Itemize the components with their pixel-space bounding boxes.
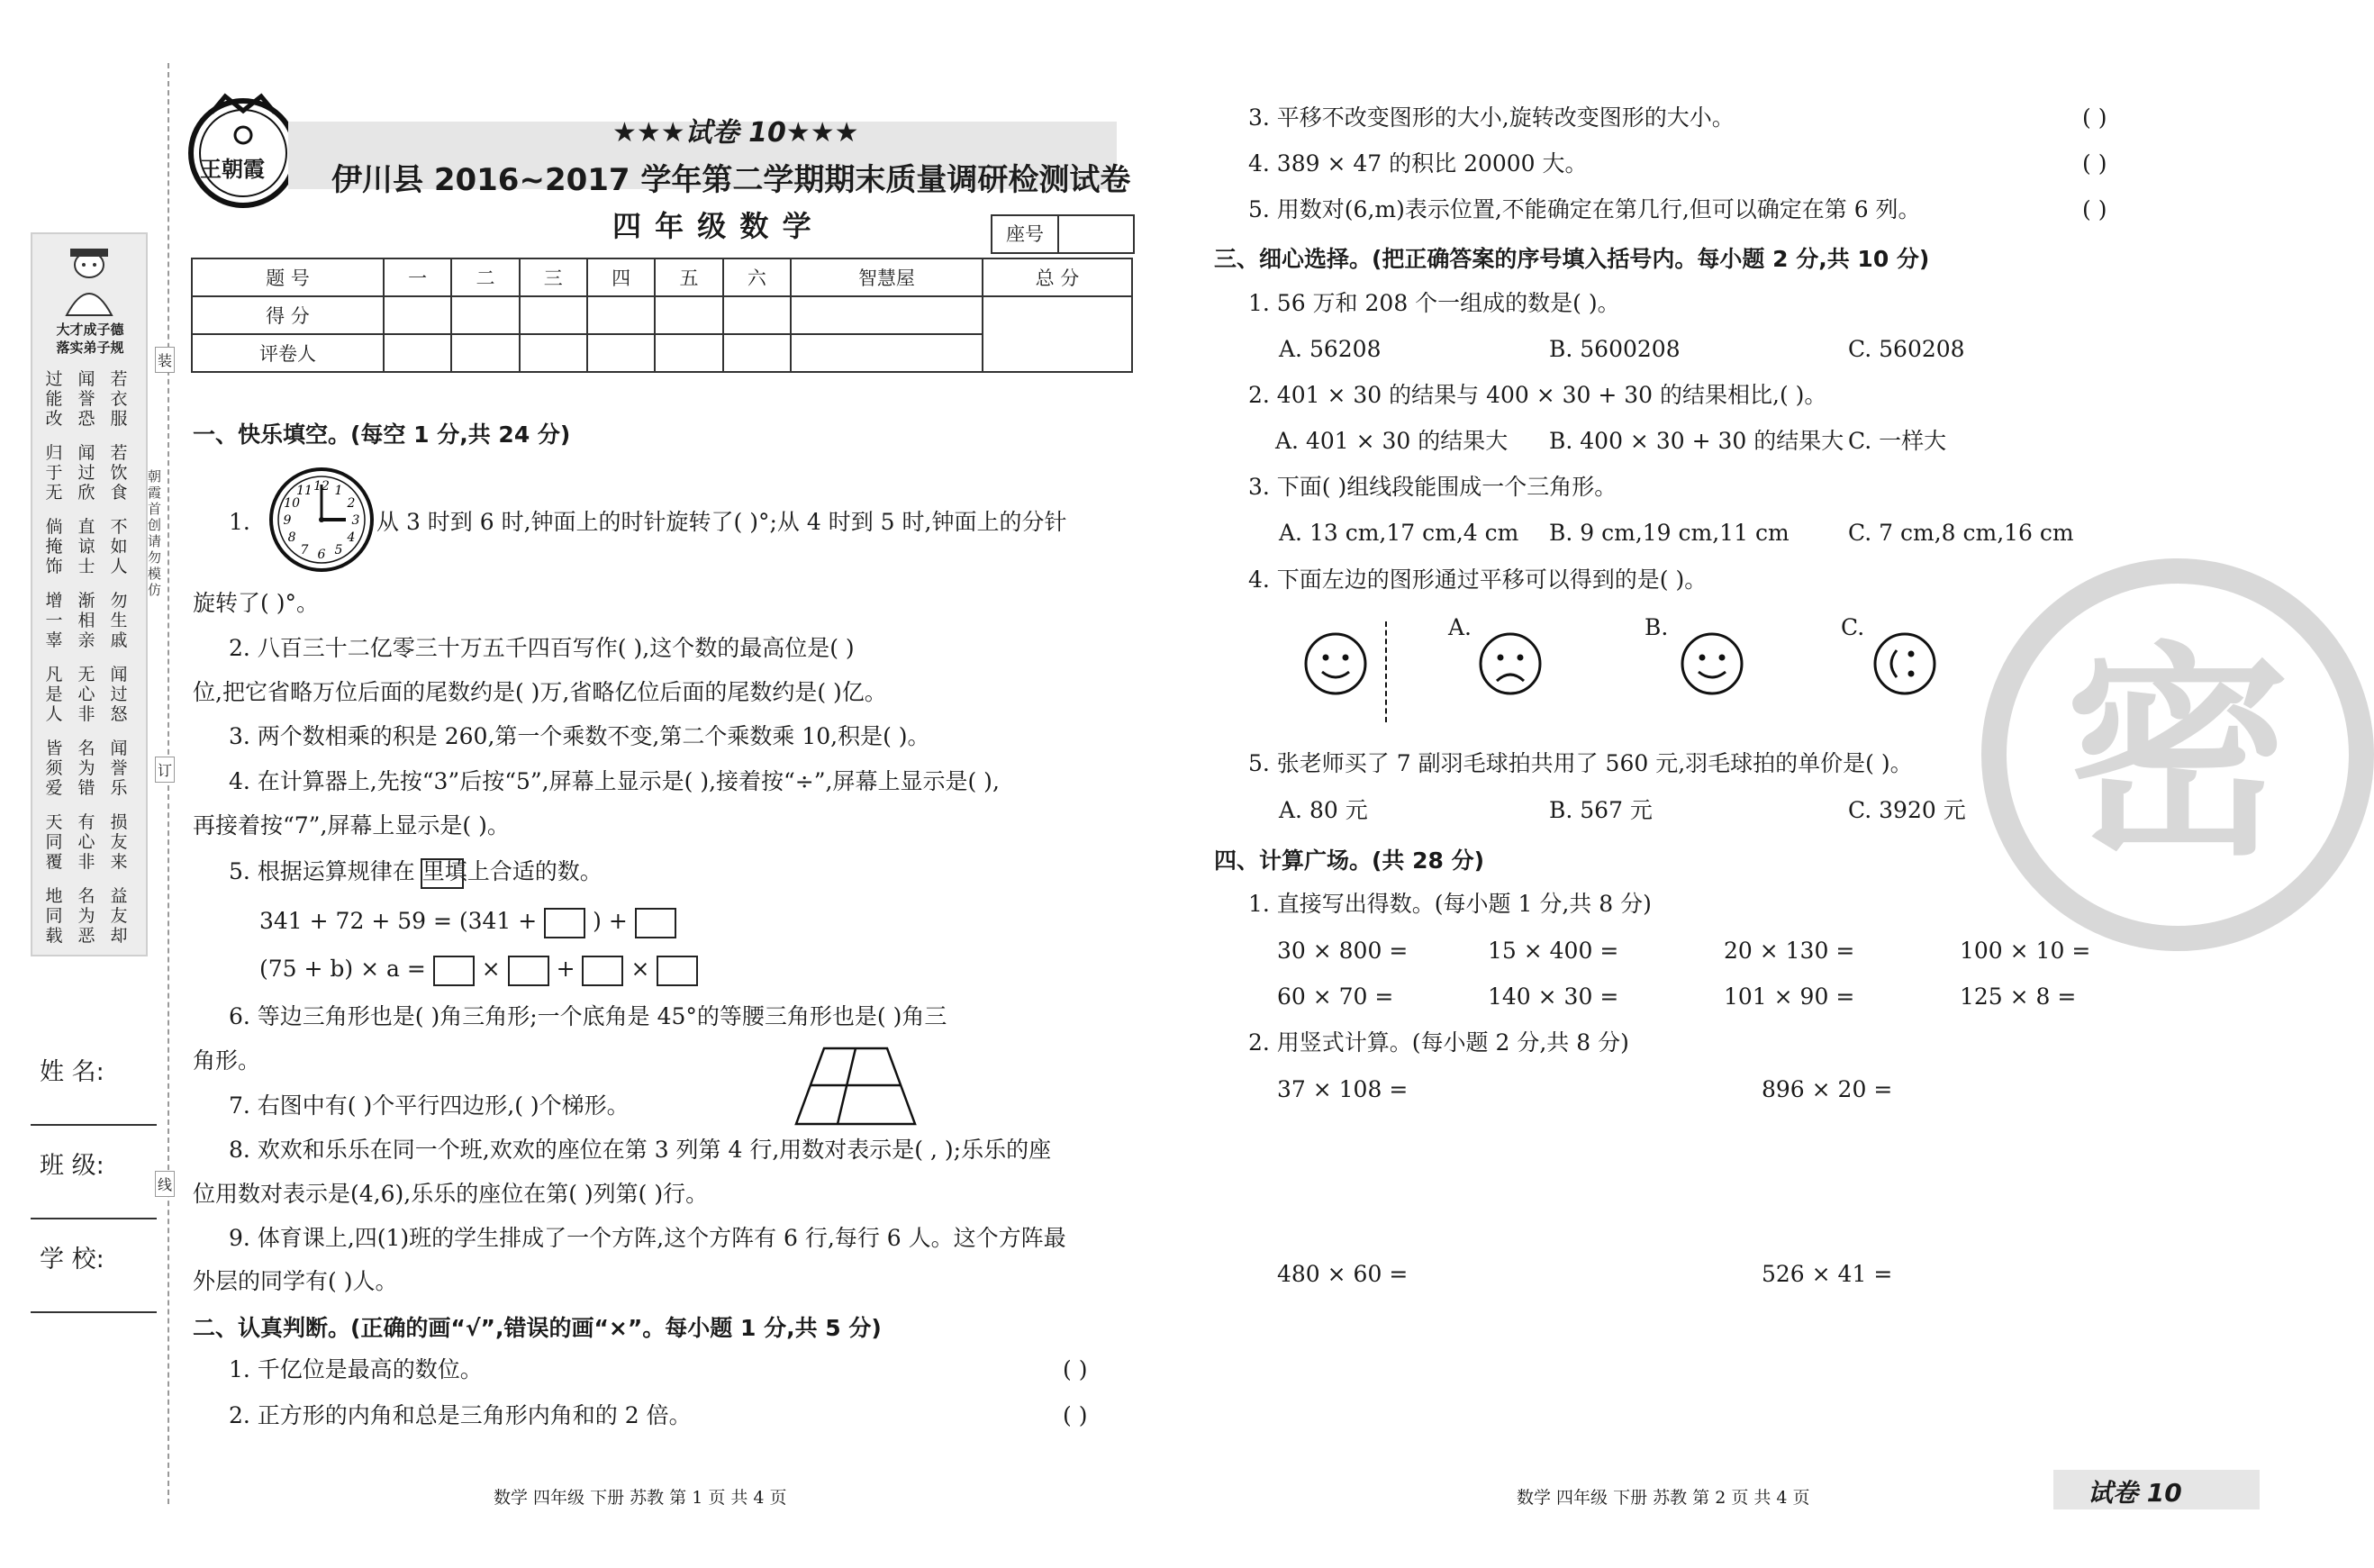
times-sign: ×	[481, 956, 501, 982]
score-cell[interactable]	[791, 296, 983, 334]
judge-bracket[interactable]: ( )	[2082, 150, 2107, 177]
verse-column: 闻誉乐	[110, 739, 128, 798]
class-field[interactable]	[31, 1218, 157, 1219]
verse-column: 无心非	[77, 665, 95, 724]
verse-column: 勿生戚	[110, 591, 128, 650]
verse-column: 倘掩饰	[45, 517, 63, 576]
answer-box[interactable]	[582, 956, 623, 986]
option[interactable]: B. 9 cm,19 cm,11 cm	[1549, 520, 1790, 546]
oral-calc: 60 × 70 =	[1277, 983, 1394, 1010]
vertical-note: 朝霞首创 请勿模仿	[148, 468, 162, 598]
q1-text: 从 3 时到 6 时,钟面上的时针旋转了( )°;从 4 时到 5 时,钟面上的分针	[376, 509, 1067, 535]
grader-cell[interactable]	[791, 334, 983, 372]
verse-column: 若饮食	[110, 443, 128, 503]
option[interactable]: A. 80 元	[1279, 797, 1368, 823]
score-header: 六	[723, 258, 791, 296]
cut-line	[168, 63, 169, 1504]
clock-numeral: 8	[287, 530, 296, 545]
verse-column: 凡是人	[45, 665, 63, 724]
footer-left: 数学 四年级 下册 苏教 第 1 页 共 4 页	[494, 1488, 787, 1508]
answer-box[interactable]	[433, 956, 475, 986]
plus-sign: +	[556, 956, 575, 982]
option[interactable]: A. 401 × 30 的结果大	[1275, 428, 1509, 454]
score-row-label: 得 分	[192, 296, 384, 334]
clock-numeral: 1	[334, 484, 343, 499]
q8-line-1: 8. 欢欢和乐乐在同一个班,欢欢的座位在第 3 列第 4 行,用数对表示是( , );乐乐的座	[229, 1137, 1052, 1163]
calc-sub-2: 2. 用竖式计算。(每小题 2 分,共 8 分)	[1248, 1029, 1629, 1056]
q1-number: 1.	[229, 509, 250, 535]
choice-q2: 2. 401 × 30 的结果与 400 × 30 + 30 的结果相比,( )。	[1248, 382, 1827, 408]
motto-strip	[31, 232, 148, 956]
vertical-calc: 896 × 20 =	[1762, 1076, 1893, 1102]
oral-calc: 140 × 30 =	[1488, 983, 1619, 1010]
trapezoid-figure	[793, 1045, 919, 1128]
verse-column: 直谅士	[77, 517, 95, 576]
choice-q5: 5. 张老师买了 7 副羽毛球拍共用了 560 元,羽毛球拍的单价是( )。	[1248, 750, 1913, 776]
score-cell[interactable]	[655, 296, 722, 334]
q9-line-2: 外层的同学有( )人。	[193, 1268, 398, 1294]
verse-column: 皆须爱	[45, 739, 63, 798]
clock-numeral: 3	[351, 513, 360, 528]
name-field[interactable]	[31, 1124, 157, 1126]
q3-text: 3. 两个数相乘的积是 260,第一个乘数不变,第二个乘数乘 10,积是( )。	[229, 723, 930, 749]
q8-line-2: 位用数对表示是(4,6),乐乐的座位在第( )列第( )行。	[193, 1181, 709, 1207]
oral-calc: 101 × 90 =	[1724, 983, 1855, 1010]
cut-mark-1: 装	[155, 347, 175, 373]
verse-column: 不如人	[110, 517, 128, 576]
school-field[interactable]	[31, 1311, 157, 1313]
score-header: 智慧屋	[791, 258, 983, 296]
motto-line-2: 落实弟子规	[56, 340, 124, 356]
exam-title: 伊川县 2016~2017 学年第二学期期末质量调研检测试卷	[331, 162, 1131, 198]
score-header: 总 分	[983, 258, 1132, 296]
verse-column: 益友却	[110, 886, 128, 946]
oral-calc: 30 × 800 =	[1277, 938, 1409, 964]
score-header: 二	[451, 258, 519, 296]
answer-box[interactable]	[544, 908, 585, 938]
choice-q1: 1. 56 万和 208 个一组成的数是( )。	[1248, 290, 1620, 316]
smiley-face-icon	[1302, 630, 1369, 697]
oral-calc: 100 × 10 =	[1960, 938, 2091, 964]
verse-column: 归于无	[45, 443, 63, 503]
option[interactable]: C. 3920 元	[1848, 797, 1966, 823]
q4-line-2: 再接着按“7”,屏幕上显示是( )。	[193, 812, 510, 838]
verse-column: 名为恶	[77, 886, 95, 946]
option[interactable]: A. 56208	[1279, 336, 1382, 362]
score-cell[interactable]	[587, 296, 655, 334]
subject-title: 四 年 级 数 学	[612, 209, 813, 243]
judge-bracket[interactable]: ( )	[1063, 1356, 1088, 1382]
footer-right: 数学 四年级 下册 苏教 第 2 页 共 4 页	[1517, 1488, 1810, 1508]
motto-line-1: 大才成子德	[56, 322, 124, 338]
option[interactable]: B. 5600208	[1549, 336, 1681, 362]
answer-box[interactable]	[657, 956, 698, 986]
rotated-smiley-icon[interactable]	[1871, 630, 1938, 697]
score-header: 一	[384, 258, 451, 296]
q1-text-cont: 旋转了( )°。	[193, 590, 319, 616]
option[interactable]: C. 560208	[1848, 336, 1965, 362]
q5-eq1-left: 341 + 72 + 59 = (341 +	[259, 908, 538, 934]
q6-line-2: 角形。	[193, 1047, 261, 1074]
verse-column: 天同覆	[45, 812, 63, 872]
paper-number: ★★★试卷 10★★★	[612, 117, 859, 149]
option[interactable]: B. 400 × 30 + 30 的结果大	[1549, 428, 1844, 454]
verse-column: 损友来	[110, 812, 128, 872]
figure-label-c: C.	[1841, 614, 1865, 640]
smiley-face-icon[interactable]	[1679, 630, 1745, 697]
section-1-title: 一、快乐填空。(每空 1 分,共 24 分)	[193, 421, 571, 448]
seat-number-box[interactable]	[991, 214, 1135, 254]
verse-column: 过能改	[45, 369, 63, 429]
answer-box[interactable]	[508, 956, 549, 986]
grader-cell[interactable]	[587, 334, 655, 372]
q2-line-2: 位,把它省略万位后面的尾数约是( )万,省略亿位后面的尾数约是( )亿。	[193, 679, 887, 705]
name-label: 姓 名:	[40, 1058, 104, 1086]
vertical-calc: 480 × 60 =	[1277, 1261, 1409, 1287]
clock-numeral: 4	[347, 530, 356, 545]
verse-column: 闻过怒	[110, 665, 128, 724]
clock-icon	[267, 465, 376, 575]
score-table	[191, 258, 1133, 373]
calc-sub-1: 1. 直接写出得数。(每小题 1 分,共 8 分)	[1248, 891, 1652, 917]
option[interactable]: C. 一样大	[1848, 428, 1947, 454]
q9-line-1: 9. 体育课上,四(1)班的学生排成了一个方阵,这个方阵有 6 行,每行 6 人。这个方阵最	[229, 1225, 1066, 1251]
option[interactable]: B. 567 元	[1549, 797, 1653, 823]
verse-column: 闻誉恐	[77, 369, 95, 429]
judge-item-2: 2. 正方形的内角和总是三角形内角和的 2 倍。	[229, 1402, 692, 1428]
clock-numeral: 2	[347, 496, 356, 511]
seat-label: 座号	[992, 216, 1059, 252]
grader-cell[interactable]	[451, 334, 519, 372]
verse-column: 增一辜	[45, 591, 63, 650]
grader-cell[interactable]	[723, 334, 791, 372]
score-cell[interactable]	[451, 296, 519, 334]
clock-numeral: 9	[283, 513, 292, 528]
score-header: 题 号	[192, 258, 384, 296]
scholar-figure-icon	[58, 245, 121, 317]
verse-column: 若衣服	[110, 369, 128, 429]
figure-label-a: A.	[1448, 614, 1472, 640]
clock-numeral: 6	[317, 548, 326, 562]
q5-equation-1	[259, 906, 676, 938]
sad-face-icon[interactable]	[1477, 630, 1544, 697]
grader-cell[interactable]	[655, 334, 722, 372]
clock-numeral: 11	[296, 484, 313, 499]
score-row-label: 评卷人	[192, 334, 384, 372]
verse-column: 地同载	[45, 886, 63, 946]
verse-column: 渐相亲	[77, 591, 95, 650]
section-4-title: 四、计算广场。(共 28 分)	[1214, 847, 1485, 874]
judge-bracket[interactable]: ( )	[1063, 1402, 1088, 1428]
confidential-seal	[1981, 558, 2374, 951]
clock-numeral: 7	[300, 542, 309, 557]
section-2-title: 二、认真判断。(正确的画“√”,错误的画“×”。每小题 1 分,共 5 分)	[193, 1315, 882, 1341]
score-cell[interactable]	[384, 296, 451, 334]
clock-numeral: 10	[284, 496, 301, 511]
q6-line-1: 6. 等边三角形也是( )角三角形;一个底角是 45°的等腰三角形也是( )角三	[229, 1003, 947, 1029]
score-header: 四	[587, 258, 655, 296]
grader-cell[interactable]	[520, 334, 587, 372]
verse-column: 有心非	[77, 812, 95, 872]
class-label: 班 级:	[40, 1152, 104, 1180]
score-header: 三	[520, 258, 587, 296]
judge-bracket[interactable]: ( )	[2082, 196, 2107, 222]
cut-mark-3: 线	[155, 1171, 175, 1197]
choice-q3: 3. 下面( )组线段能围成一个三角形。	[1248, 474, 1617, 500]
oral-calc: 125 × 8 =	[1960, 983, 2077, 1010]
q2-line-1: 2. 八百三十二亿零三十万五千四百写作( ),这个数的最高位是( )	[229, 635, 855, 661]
q5-box-sample	[421, 858, 464, 889]
vertical-calc: 37 × 108 =	[1277, 1076, 1409, 1102]
q5-text: 5. 根据运算规律在 里填上合适的数。	[229, 858, 603, 884]
q5-equation-2	[259, 954, 698, 986]
q5-eq1-mid: ) +	[593, 908, 628, 934]
judge-item-3: 3. 平移不改变图形的大小,旋转改变图形的大小。	[1248, 104, 1735, 131]
seal-character: 密	[2065, 623, 2290, 885]
q4-line-1: 4. 在计算器上,先按“3”后按“5”,屏幕上显示是( ),接着按“÷”,屏幕上显示是( ),	[229, 768, 1000, 794]
judge-item-1: 1. 千亿位是最高的数位。	[229, 1356, 483, 1382]
choice-q4: 4. 下面左边的图形通过平移可以得到的是( )。	[1248, 566, 1708, 593]
footer-badge: 试卷 10	[2088, 1478, 2182, 1508]
cut-mark-2: 订	[155, 757, 175, 783]
divider-line	[1385, 621, 1387, 722]
figure-label-b: B.	[1645, 614, 1669, 640]
school-label: 学 校:	[40, 1246, 104, 1273]
total-score-cell[interactable]	[983, 296, 1132, 372]
answer-box[interactable]	[635, 908, 676, 938]
judge-item-5: 5. 用数对(6,m)表示位置,不能确定在第几行,但可以确定在第 6 列。	[1248, 196, 1921, 222]
logo-text: 王朝霞	[200, 156, 265, 182]
score-cell[interactable]	[520, 296, 587, 334]
q7-text: 7. 右图中有( )个平行四边形,( )个梯形。	[229, 1092, 630, 1119]
vertical-calc: 526 × 41 =	[1762, 1261, 1893, 1287]
clock-numeral: 12	[313, 479, 330, 494]
option[interactable]: A. 13 cm,17 cm,4 cm	[1279, 520, 1519, 546]
grader-cell[interactable]	[384, 334, 451, 372]
judge-bracket[interactable]: ( )	[2082, 104, 2107, 131]
oral-calc: 15 × 400 =	[1488, 938, 1619, 964]
verse-column: 闻过欣	[77, 443, 95, 503]
judge-item-4: 4. 389 × 47 的积比 20000 大。	[1248, 150, 1588, 177]
score-cell[interactable]	[723, 296, 791, 334]
clock-numeral: 5	[334, 542, 343, 557]
option[interactable]: C. 7 cm,8 cm,16 cm	[1848, 520, 2074, 546]
oral-calc: 20 × 130 =	[1724, 938, 1855, 964]
q5-eq2-left: (75 + b) × a =	[259, 956, 426, 982]
section-3-title: 三、细心选择。(把正确答案的序号填入括号内。每小题 2 分,共 10 分)	[1214, 246, 1930, 272]
verse-column: 名为错	[77, 739, 95, 798]
times-sign: ×	[630, 956, 650, 982]
score-header: 五	[655, 258, 722, 296]
